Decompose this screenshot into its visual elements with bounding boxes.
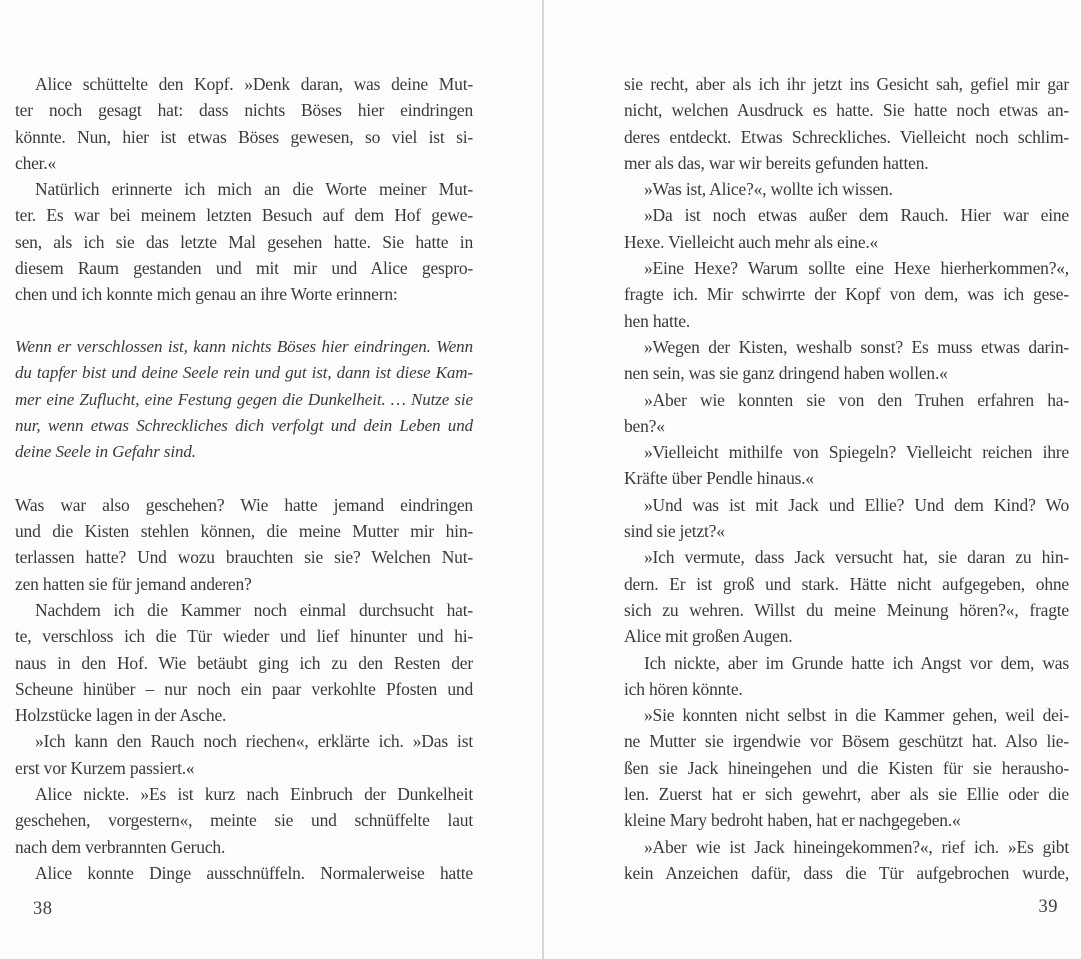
- text-line: mer eine Zuflucht, eine Festung gegen die Dunkelheit. … Nutze sie: [15, 389, 473, 409]
- text-line: Alice konnte Dinge ausschnüffeln. Normalerweise hatte: [35, 862, 473, 883]
- text-line: »Vielleicht mithilfe von Spiegeln? Vielleicht reichen ihre: [644, 442, 1069, 463]
- text-line: sich zu wehren. Willst du meine Meinung hören?«, fragte: [624, 599, 1069, 620]
- text-line: erst vor Kurzem passiert.«: [15, 757, 195, 778]
- text-line: Nachdem ich die Kammer noch einmal durchsucht hat-: [35, 599, 473, 620]
- body-paragraph: [15, 781, 473, 860]
- text-line: Wenn er verschlossen ist, kann nichts Böses hier eindringen. Wenn: [15, 336, 473, 356]
- text-line: deine Seele in Gefahr sind.: [15, 442, 196, 462]
- text-line: sie recht, aber als ich ihr jetzt ins Gesicht sah, gefiel mir gar: [624, 74, 1069, 94]
- text-line: dern. Er ist groß und stark. Hätte nicht aufgegeben, ohne: [624, 573, 1069, 594]
- text-line: »Eine Hexe? Warum sollte eine Hexe hierherkommen?«,: [644, 258, 1069, 279]
- text-line: Hexe. Vielleicht auch mehr als eine.«: [624, 231, 879, 252]
- text-line: könnte. Nun, hier ist etwas Böses gewesen, so viel ist si-: [15, 126, 473, 147]
- body-paragraph: [624, 387, 1069, 440]
- text-line: »Ich vermute, dass Jack versucht hat, sie daran zu hin-: [644, 547, 1069, 568]
- text-line: Alice nickte. »Es ist kurz nach Einbruch der Dunkelheit: [35, 784, 473, 805]
- body-paragraph: [624, 834, 1069, 887]
- body-paragraph: [624, 544, 1069, 649]
- text-line: Ich nickte, aber im Grunde hatte ich Angst vor dem, was: [644, 652, 1069, 673]
- text-line: fragte ich. Mir schwirrte der Kopf von dem, was ich gese-: [624, 284, 1069, 305]
- text-line: ter noch gesagt hat: dass nichts Böses hier eindringen: [15, 100, 473, 121]
- text-line: Natürlich erinnerte ich mich an die Worte meiner Mut-: [35, 179, 473, 200]
- body-paragraph: [624, 650, 1069, 703]
- text-line: Alice schüttelte den Kopf. »Denk daran, was deine Mut-: [35, 74, 473, 94]
- body-paragraph: [15, 597, 473, 728]
- text-line: »Wegen der Kisten, weshalb sonst? Es muss etwas darin-: [644, 336, 1069, 357]
- left-page-number: 38: [33, 899, 53, 919]
- text-line: nach dem verbrannten Geruch.: [15, 836, 226, 857]
- text-line: terlassen hatte? Und wozu brauchten sie sie? Welchen Nut-: [15, 547, 473, 568]
- text-line: »Da ist noch etwas außer dem Rauch. Hier war eine: [644, 205, 1069, 226]
- text-line: »Aber wie konnten sie von den Truhen erfahren ha-: [644, 389, 1069, 410]
- text-line: und die Kisten stehlen können, die meine Mutter mir hin-: [15, 521, 473, 542]
- text-line: Kräfte über Pendle hinaus.«: [624, 468, 814, 489]
- text-line: nen sein, was sie ganz dringend haben wollen.«: [624, 363, 948, 384]
- body-paragraph: [624, 334, 1069, 387]
- text-line: »Aber wie ist Jack hineingekommen?«, rief ich. »Es gibt: [644, 836, 1069, 857]
- text-line: sen, als ich sie das letzte Mal gesehen hatte. Sie hatte in: [15, 231, 473, 252]
- text-line: kleine Mary bedroht haben, hat er nachgegeben.«: [624, 810, 961, 831]
- body-paragraph: [624, 202, 1069, 255]
- text-line: geschehen, vorgestern«, meinte sie und schnüffelte laut: [15, 810, 473, 831]
- body-paragraph: [624, 702, 1069, 833]
- right-page: [543, 0, 1081, 959]
- body-paragraph: [624, 176, 1069, 202]
- body-paragraph: [624, 439, 1069, 492]
- text-line: diesem Raum gestanden und mit mir und Alice gespro-: [15, 258, 473, 279]
- text-line: mer als das, war wir bereits gefunden hatten.: [624, 152, 929, 173]
- text-line: len. Zuerst hat er sich gewehrt, aber als sie Ellie oder die: [624, 784, 1069, 805]
- text-line: kein Anzeichen dafür, dass die Tür aufgebrochen wurde,: [624, 862, 1069, 883]
- text-line: ßen sie Jack hineingehen und die Kisten für sie herausho-: [624, 757, 1069, 778]
- body-paragraph: [15, 860, 473, 886]
- text-line: »Und was ist mit Jack und Ellie? Und dem Kind? Wo: [644, 494, 1069, 515]
- text-line: naus in den Hof. Wie betäubt ging ich zu den Resten der: [15, 652, 473, 673]
- text-line: ter. Es war bei meinem letzten Besuch auf dem Hof gewe-: [15, 205, 473, 226]
- body-paragraph: [15, 728, 473, 781]
- text-line: du tapfer bist und deine Seele rein und gut ist, dann ist diese Kam-: [15, 363, 473, 383]
- text-line: cher.«: [15, 152, 57, 173]
- right-page-text: [624, 71, 1069, 886]
- text-line: »Ich kann den Rauch noch riechen«, erklärte ich. »Das ist: [35, 731, 473, 752]
- body-paragraph: [15, 71, 473, 176]
- body-paragraph: [624, 255, 1069, 334]
- text-line: nicht, welchen Ausdruck es hatte. Sie hatte noch etwas an-: [624, 100, 1069, 121]
- text-line: ich hören könnte.: [624, 678, 743, 699]
- text-line: Scheune hinüber – nur noch ein paar verkohlte Pfosten und: [15, 678, 473, 699]
- body-paragraph: [15, 492, 473, 597]
- text-line: ne Mutter sie irgendwie vor Bösem geschützt hat. Also lie-: [624, 731, 1069, 752]
- text-line: sind sie jetzt?«: [624, 521, 725, 542]
- body-paragraph: [624, 71, 1069, 176]
- text-line: deres entdeckt. Etwas Schreckliches. Vielleicht noch schlim-: [624, 126, 1069, 147]
- text-line: Was war also geschehen? Wie hatte jemand eindringen: [15, 494, 473, 515]
- text-line: zen hatten sie für jemand anderen?: [15, 573, 252, 594]
- text-line: nur, wenn etwas Schreckliches dich verfolgt und dein Leben und: [15, 415, 473, 435]
- body-paragraph: [15, 176, 473, 307]
- text-line: »Was ist, Alice?«, wollte ich wissen.: [644, 179, 893, 200]
- right-page-number: 39: [1038, 897, 1058, 917]
- text-line: Alice mit großen Augen.: [624, 626, 793, 647]
- left-page-text: [15, 71, 473, 886]
- text-line: hen hatte.: [624, 310, 691, 331]
- text-line: chen und ich konnte mich genau an ihre Worte erinnern:: [15, 284, 398, 305]
- text-line: ben?«: [624, 415, 665, 436]
- text-line: »Sie konnten nicht selbst in die Kammer gehen, weil dei-: [644, 705, 1069, 726]
- text-line: te, verschloss ich die Tür wieder und lief hinunter und hi-: [15, 626, 473, 647]
- text-line: Holzstücke lagen in der Asche.: [15, 705, 227, 726]
- body-paragraph: [624, 492, 1069, 545]
- quoted-italic-paragraph: [15, 334, 473, 465]
